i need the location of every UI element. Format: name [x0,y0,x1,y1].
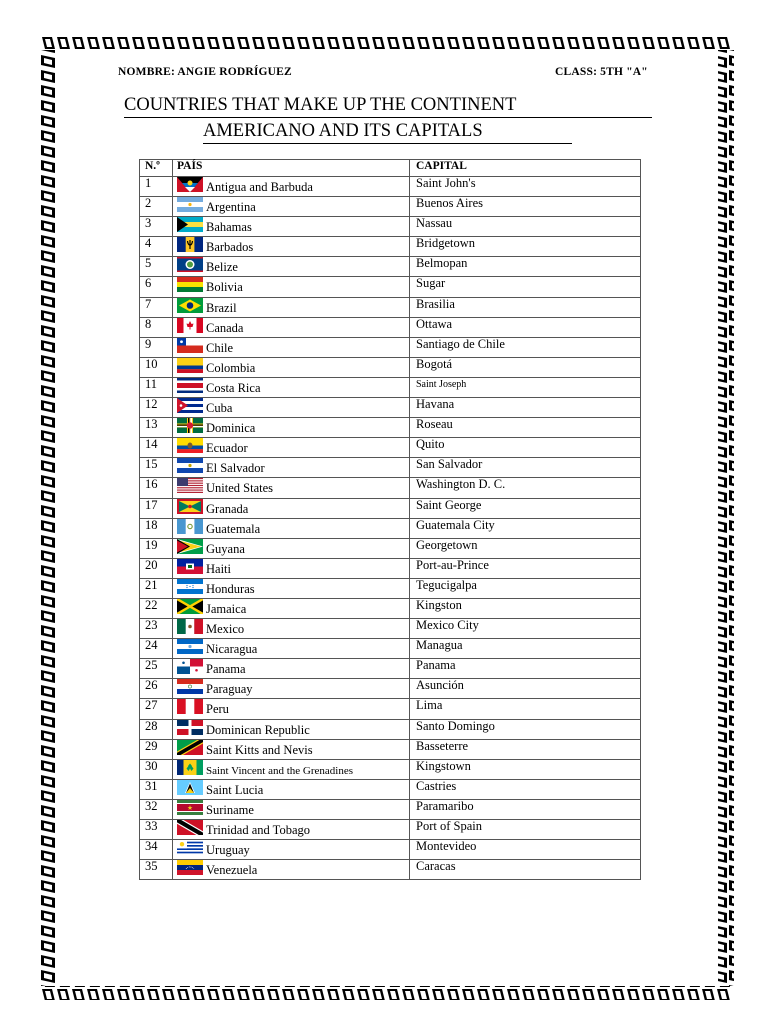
table-header-row [140,160,641,177]
brazil-flag-icon [177,298,203,313]
country-name: El Salvador [206,461,265,476]
country-cell [173,820,410,840]
capital-cell: Caracas [410,860,641,880]
capital-cell: Saint George [410,498,641,518]
country-name: Paraguay [206,682,253,697]
country-name: Argentina [206,200,256,215]
page-title-line-2: AMERICANO AND ITS CAPITALS [203,121,572,144]
table-row [140,498,641,518]
row-number: 26 [140,679,173,699]
country-cell [173,578,410,598]
country-cell [173,237,410,257]
barbados-flag-icon [177,237,203,252]
row-number: 5 [140,257,173,277]
capital-cell: Georgetown [410,538,641,558]
capital-cell: Castries [410,779,641,799]
panama-flag-icon [177,659,203,674]
table-row [140,860,641,880]
table-row [140,478,641,498]
dominican-republic-flag-icon [177,720,203,735]
table-row [140,357,641,377]
country-name: Trinidad and Tobago [206,823,310,837]
country-cell [173,458,410,478]
table-row [140,799,641,819]
row-number: 1 [140,177,173,197]
table-row [140,418,641,438]
capital-cell: Santiago de Chile [410,337,641,357]
row-number: 2 [140,197,173,217]
row-number: 16 [140,478,173,498]
capital-cell: Ottawa [410,317,641,337]
row-number: 22 [140,598,173,618]
haiti-flag-icon [177,559,203,574]
capital-cell: Saint John's [410,177,641,197]
country-cell [173,257,410,277]
country-cell [173,197,410,217]
saint-kitts-flag-icon [177,740,203,755]
countries-table [139,159,641,880]
table-row [140,679,641,699]
country-name: Guyana [206,541,245,556]
mexico-flag-icon [177,619,203,634]
country-name: Dominica [206,421,256,436]
header-country: PAÍS [173,160,410,177]
country-cell [173,538,410,558]
el-salvador-flag-icon [177,458,203,473]
jamaica-flag-icon [177,599,203,614]
row-number: 17 [140,498,173,518]
table-row [140,377,641,397]
bolivia-flag-icon [177,277,203,292]
uruguay-flag-icon [177,840,203,855]
country-cell [173,297,410,317]
capital-cell: Paramaribo [410,799,641,819]
country-name: Saint Lucia [206,782,264,797]
country-name: Costa Rica [206,380,261,395]
country-name: Belize [206,260,238,275]
country-cell [173,317,410,337]
country-name: Granada [206,501,249,516]
country-name: Colombia [206,360,256,375]
row-number: 15 [140,458,173,478]
country-name: Venezuela [206,863,258,878]
country-cell [173,639,410,659]
colombia-flag-icon [177,358,203,373]
country-name: Jamaica [206,601,247,616]
row-number: 25 [140,659,173,679]
row-number: 12 [140,398,173,418]
country-name: Uruguay [206,843,250,858]
table-row [140,177,641,197]
table-row [140,297,641,317]
country-name: Saint Vincent and the Grenadines [206,764,353,777]
capital-cell: Roseau [410,418,641,438]
table-row [140,598,641,618]
capital-cell: Managua [410,639,641,659]
capital-cell: Guatemala City [410,518,641,538]
row-number: 27 [140,699,173,719]
table-row [140,578,641,598]
united-states-flag-icon [177,478,203,493]
capital-cell: Mexico City [410,619,641,639]
row-number: 33 [140,820,173,840]
country-name: Mexico [206,622,245,637]
row-number: 34 [140,840,173,860]
row-number: 18 [140,518,173,538]
country-name: Guatemala [206,521,261,536]
country-name: Ecuador [206,441,248,456]
table-row [140,619,641,639]
country-cell [173,840,410,860]
country-name: Honduras [206,581,255,596]
row-number: 14 [140,438,173,458]
capital-cell: Kingstown [410,759,641,779]
capital-cell: Sugar [410,277,641,297]
country-name: Bahamas [206,220,252,235]
table-row [140,217,641,237]
country-cell [173,438,410,458]
table-row [140,759,641,779]
row-number: 23 [140,619,173,639]
country-name: Panama [206,662,246,677]
row-number: 28 [140,719,173,739]
country-name: Saint Kitts and Nevis [206,742,313,757]
capital-cell: Port-au-Prince [410,558,641,578]
guatemala-flag-icon [177,519,203,534]
table-row [140,639,641,659]
capital-cell: Tegucigalpa [410,578,641,598]
row-number: 6 [140,277,173,297]
country-name: Nicaragua [206,642,258,657]
capital-cell: Bogotá [410,357,641,377]
table-row [140,538,641,558]
row-number: 30 [140,759,173,779]
capital-cell: Saint Joseph [410,377,641,397]
capital-cell: Kingston [410,598,641,618]
saint-lucia-flag-icon [177,780,203,795]
table-row [140,337,641,357]
row-number: 10 [140,357,173,377]
row-number: 31 [140,779,173,799]
row-number: 3 [140,217,173,237]
country-cell [173,357,410,377]
country-name: Suriname [206,802,254,817]
country-cell [173,779,410,799]
student-name: NOMBRE: ANGIE RODRÍGUEZ [118,66,292,78]
row-number: 21 [140,578,173,598]
country-cell [173,398,410,418]
country-name: Antigua and Barbuda [206,180,313,194]
table-row [140,820,641,840]
venezuela-flag-icon [177,860,203,875]
country-cell [173,498,410,518]
capital-cell: Belmopan [410,257,641,277]
country-cell [173,860,410,880]
antigua-flag-icon [177,177,203,192]
capital-cell: Montevideo [410,840,641,860]
capital-cell: Bridgetown [410,237,641,257]
capital-cell: Santo Domingo [410,719,641,739]
country-cell [173,759,410,779]
capital-cell: Asunción [410,679,641,699]
capital-cell: Panama [410,659,641,679]
row-number: 32 [140,799,173,819]
capital-cell: Washington D. C. [410,478,641,498]
paraguay-flag-icon [177,679,203,694]
country-name: Dominican Republic [206,722,310,737]
row-number: 19 [140,538,173,558]
argentina-flag-icon [177,197,203,212]
suriname-flag-icon [177,800,203,815]
country-cell [173,719,410,739]
dominica-flag-icon [177,418,203,433]
country-cell [173,799,410,819]
country-name: United States [206,481,274,496]
table-row [140,779,641,799]
row-number: 11 [140,377,173,397]
canada-flag-icon [177,318,203,333]
row-number: 24 [140,639,173,659]
table-row [140,277,641,297]
honduras-flag-icon [177,579,203,594]
row-number: 13 [140,418,173,438]
capital-cell: San Salvador [410,458,641,478]
table-row [140,558,641,578]
bahamas-flag-icon [177,217,203,232]
costa-rica-flag-icon [177,378,203,393]
country-cell [173,418,410,438]
country-name: Chile [206,340,234,355]
country-cell [173,739,410,759]
country-cell [173,217,410,237]
table-row [140,438,641,458]
country-name: Bolivia [206,280,243,295]
grenada-flag-icon [177,499,203,514]
capital-cell: Brasilia [410,297,641,317]
country-name: Barbados [206,240,254,255]
country-cell [173,277,410,297]
capital-cell: Basseterre [410,739,641,759]
table-row [140,458,641,478]
table-row [140,739,641,759]
row-number: 35 [140,860,173,880]
row-number: 4 [140,237,173,257]
country-cell [173,558,410,578]
nicaragua-flag-icon [177,639,203,654]
guyana-flag-icon [177,539,203,554]
country-cell [173,377,410,397]
table-row [140,659,641,679]
country-cell [173,619,410,639]
capital-cell: Buenos Aires [410,197,641,217]
chile-flag-icon [177,338,203,353]
peru-flag-icon [177,699,203,714]
table-row [140,699,641,719]
country-name: Brazil [206,300,237,315]
table-row [140,840,641,860]
belize-flag-icon [177,257,203,272]
saint-vincent-flag-icon [177,760,203,775]
country-name: Canada [206,320,244,335]
country-cell [173,478,410,498]
capital-cell: Nassau [410,217,641,237]
row-number: 8 [140,317,173,337]
table-row [140,398,641,418]
capital-cell: Quito [410,438,641,458]
country-name: Cuba [206,401,233,416]
capital-cell: Havana [410,398,641,418]
capital-cell: Lima [410,699,641,719]
page-title-line-1: COUNTRIES THAT MAKE UP THE CONTINENT [124,95,652,118]
country-name: Haiti [206,561,231,576]
country-cell [173,337,410,357]
country-cell [173,598,410,618]
row-number: 20 [140,558,173,578]
table-row [140,518,641,538]
row-number: 7 [140,297,173,317]
table-row [140,237,641,257]
row-number: 9 [140,337,173,357]
country-cell [173,699,410,719]
cuba-flag-icon [177,398,203,413]
table-row [140,197,641,217]
capital-cell: Port of Spain [410,820,641,840]
country-cell [173,659,410,679]
header-capital: CAPITAL [410,160,641,177]
country-cell [173,518,410,538]
row-number: 29 [140,739,173,759]
table-row [140,719,641,739]
country-cell [173,679,410,699]
table-row [140,317,641,337]
country-name: Peru [206,702,229,717]
country-cell [173,177,410,197]
ecuador-flag-icon [177,438,203,453]
table-row [140,257,641,277]
header-number: N.º [140,160,173,177]
class-label: CLASS: 5TH "A" [555,66,648,78]
trinidad-flag-icon [177,820,203,835]
